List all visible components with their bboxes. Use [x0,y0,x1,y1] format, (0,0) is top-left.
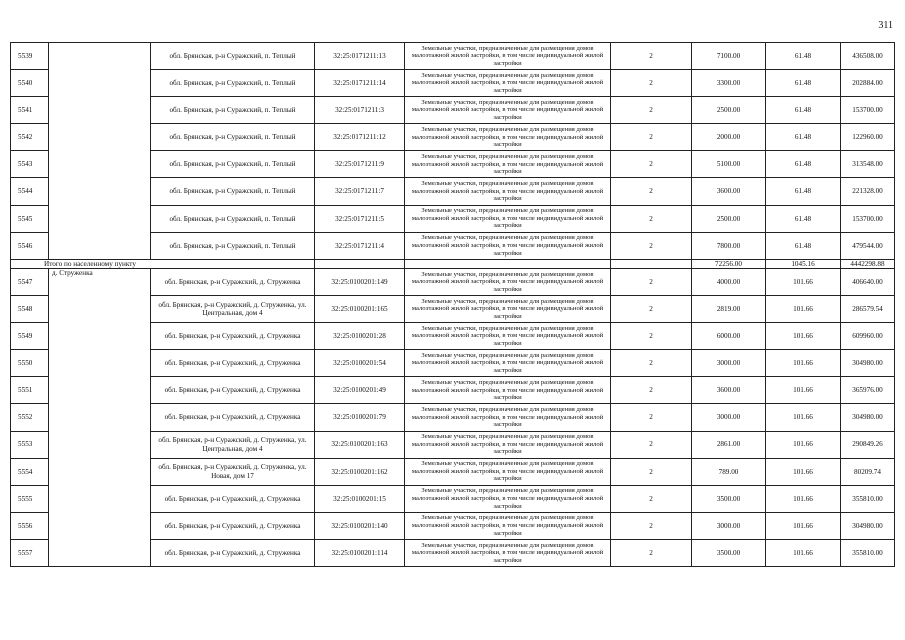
total-sum: 4442298.88 [841,259,895,268]
rate-cell: 101.66 [766,539,841,566]
group-cell: 2 [611,458,692,485]
group-cell: 2 [611,43,692,70]
rate-cell: 61.48 [766,205,841,232]
cadastral-number-cell: 32:25:0100201:140 [315,512,405,539]
land-use-cell: Земельные участки, предназначенные для размещения домов малоэтажной жилой застройки, в том числе индивидуальной жилой застройки [405,268,611,295]
address-cell: обл. Брянская, р-н Суражский, д. Струженка [151,512,315,539]
value-cell: 436508.00 [841,43,895,70]
address-cell: обл. Брянская, р-н Суражский, п. Теплый [151,232,315,259]
area-cell: 2861.00 [692,431,766,458]
rate-cell: 101.66 [766,512,841,539]
row-number: 5555 [11,485,49,512]
group-cell: 2 [611,97,692,124]
row-number: 5544 [11,178,49,205]
area-cell: 3000.00 [692,350,766,377]
area-cell: 3000.00 [692,404,766,431]
value-cell: 153700.00 [841,97,895,124]
land-use-cell: Земельные участки, предназначенные для размещения домов малоэтажной жилой застройки, в том числе индивидуальной жилой застройки [405,43,611,70]
value-cell: 479544.00 [841,232,895,259]
land-use-cell: Земельные участки, предназначенные для размещения домов малоэтажной жилой застройки, в том числе индивидуальной жилой застройки [405,70,611,97]
total-label: Итого по населенному пункту [11,259,315,268]
address-cell: обл. Брянская, р-н Суражский, д. Струженка [151,323,315,350]
land-use-cell: Земельные участки, предназначенные для размещения домов малоэтажной жилой застройки, в том числе индивидуальной жилой застройки [405,377,611,404]
table-total [11,259,895,268]
group-cell: 2 [611,512,692,539]
address-cell: обл. Брянская, р-н Суражский, д. Струженка [151,539,315,566]
land-use-cell: Земельные участки, предназначенные для размещения домов малоэтажной жилой застройки, в том числе индивидуальной жилой застройки [405,404,611,431]
value-cell: 609960.00 [841,323,895,350]
rate-cell: 61.48 [766,70,841,97]
land-plots-table [10,42,895,567]
land-use-cell: Земельные участки, предназначенные для размещения домов малоэтажной жилой застройки, в том числе индивидуальной жилой застройки [405,124,611,151]
cadastral-number-cell: 32:25:0171211:7 [315,178,405,205]
address-cell: обл. Брянская, р-н Суражский, п. Теплый [151,151,315,178]
rate-cell: 101.66 [766,268,841,295]
area-cell: 3600.00 [692,377,766,404]
rate-cell: 101.66 [766,377,841,404]
cadastral-number-cell: 32:25:0100201:162 [315,458,405,485]
rate-cell: 61.48 [766,124,841,151]
rate-cell: 101.66 [766,431,841,458]
land-use-cell: Земельные участки, предназначенные для размещения домов малоэтажной жилой застройки, в том числе индивидуальной жилой застройки [405,458,611,485]
land-use-cell: Земельные участки, предназначенные для размещения домов малоэтажной жилой застройки, в том числе индивидуальной жилой застройки [405,205,611,232]
settlement-cell: д. Струженка [49,268,151,566]
row-number: 5551 [11,377,49,404]
group-cell: 2 [611,323,692,350]
rate-cell: 61.48 [766,178,841,205]
cadastral-number-cell: 32:25:0100201:149 [315,268,405,295]
rate-cell: 101.66 [766,323,841,350]
land-use-cell: Земельные участки, предназначенные для размещения домов малоэтажной жилой застройки, в том числе индивидуальной жилой застройки [405,485,611,512]
area-cell: 789.00 [692,458,766,485]
settlement-cell [49,43,151,260]
address-cell: обл. Брянская, р-н Суражский, д. Струженка [151,404,315,431]
cadastral-number-cell: 32:25:0100201:28 [315,323,405,350]
area-cell: 3300.00 [692,70,766,97]
group-cell: 2 [611,539,692,566]
value-cell: 355810.00 [841,539,895,566]
rate-cell: 101.66 [766,350,841,377]
rate-cell: 101.66 [766,404,841,431]
land-use-cell: Земельные участки, предназначенные для размещения домов малоэтажной жилой застройки, в том числе индивидуальной жилой застройки [405,151,611,178]
row-number: 5548 [11,296,49,323]
area-cell: 7800.00 [692,232,766,259]
land-use-cell: Земельные участки, предназначенные для размещения домов малоэтажной жилой застройки, в том числе индивидуальной жилой застройки [405,178,611,205]
group-cell: 2 [611,70,692,97]
value-cell: 80209.74 [841,458,895,485]
area-cell: 5100.00 [692,151,766,178]
value-cell: 365976.00 [841,377,895,404]
cadastral-number-cell: 32:25:0100201:165 [315,296,405,323]
value-cell: 290849.26 [841,431,895,458]
land-use-cell: Земельные участки, предназначенные для размещения домов малоэтажной жилой застройки, в том числе индивидуальной жилой застройки [405,232,611,259]
group-cell: 2 [611,431,692,458]
value-cell: 221328.00 [841,178,895,205]
address-cell: обл. Брянская, р-н Суражский, д. Струженка, ул. Новая, дом 17 [151,458,315,485]
area-cell: 3500.00 [692,485,766,512]
area-cell: 4000.00 [692,268,766,295]
area-cell: 2500.00 [692,97,766,124]
group-cell: 2 [611,377,692,404]
table-row [11,268,895,295]
row-number: 5552 [11,404,49,431]
row-number: 5549 [11,323,49,350]
total-rate: 1045.16 [766,259,841,268]
cadastral-number-cell: 32:25:0171211:3 [315,97,405,124]
address-cell: обл. Брянская, р-н Суражский, д. Струженка, ул. Центральная, дом 4 [151,296,315,323]
land-use-cell: Земельные участки, предназначенные для размещения домов малоэтажной жилой застройки, в том числе индивидуальной жилой застройки [405,350,611,377]
table-body-group-a [11,43,895,260]
area-cell: 3500.00 [692,539,766,566]
cadastral-number-cell: 32:25:0100201:114 [315,539,405,566]
value-cell: 122960.00 [841,124,895,151]
area-cell: 2500.00 [692,205,766,232]
row-number: 5550 [11,350,49,377]
cadastral-number-cell: 32:25:0100201:54 [315,350,405,377]
group-cell: 2 [611,232,692,259]
value-cell: 202884.00 [841,70,895,97]
land-use-cell: Земельные участки, предназначенные для размещения домов малоэтажной жилой застройки, в том числе индивидуальной жилой застройки [405,97,611,124]
row-number: 5542 [11,124,49,151]
group-cell: 2 [611,151,692,178]
address-cell: обл. Брянская, р-н Суражский, д. Струженка [151,350,315,377]
table-row [11,43,895,70]
area-cell: 7100.00 [692,43,766,70]
address-cell: обл. Брянская, р-н Суражский, п. Теплый [151,124,315,151]
group-cell: 2 [611,124,692,151]
rate-cell: 101.66 [766,296,841,323]
group-cell: 2 [611,296,692,323]
cadastral-number-cell: 32:25:0100201:49 [315,377,405,404]
rate-cell: 101.66 [766,485,841,512]
address-cell: обл. Брянская, р-н Суражский, п. Теплый [151,205,315,232]
address-cell: обл. Брянская, р-н Суражский, п. Теплый [151,178,315,205]
land-use-cell: Земельные участки, предназначенные для размещения домов малоэтажной жилой застройки, в том числе индивидуальной жилой застройки [405,431,611,458]
group-cell: 2 [611,485,692,512]
land-use-cell: Земельные участки, предназначенные для размещения домов малоэтажной жилой застройки, в том числе индивидуальной жилой застройки [405,296,611,323]
row-number: 5557 [11,539,49,566]
total-area: 72256.00 [692,259,766,268]
value-cell: 406640.00 [841,268,895,295]
row-number: 5554 [11,458,49,485]
cadastral-number-cell: 32:25:0171211:9 [315,151,405,178]
area-cell: 3000.00 [692,512,766,539]
value-cell: 355810.00 [841,485,895,512]
area-cell: 2000.00 [692,124,766,151]
area-cell: 3600.00 [692,178,766,205]
cadastral-number-cell: 32:25:0171211:5 [315,205,405,232]
value-cell: 286579.54 [841,296,895,323]
address-cell: обл. Брянская, р-н Суражский, п. Теплый [151,43,315,70]
cadastral-number-cell: 32:25:0171211:13 [315,43,405,70]
rate-cell: 61.48 [766,43,841,70]
value-cell: 313548.00 [841,151,895,178]
row-number: 5541 [11,97,49,124]
area-cell: 6000.00 [692,323,766,350]
group-cell: 2 [611,268,692,295]
total-blank-cad [315,259,405,268]
row-number: 5545 [11,205,49,232]
address-cell: обл. Брянская, р-н Суражский, д. Струженка [151,377,315,404]
cadastral-number-cell: 32:25:0171211:12 [315,124,405,151]
group-cell: 2 [611,205,692,232]
rate-cell: 61.48 [766,151,841,178]
row-number: 5543 [11,151,49,178]
address-cell: обл. Брянская, р-н Суражский, д. Струженка, ул. Центральная, дом 4 [151,431,315,458]
land-use-cell: Земельные участки, предназначенные для размещения домов малоэтажной жилой застройки, в том числе индивидуальной жилой застройки [405,512,611,539]
address-cell: обл. Брянская, р-н Суражский, п. Теплый [151,97,315,124]
row-number: 5556 [11,512,49,539]
rate-cell: 101.66 [766,458,841,485]
group-cell: 2 [611,404,692,431]
group-cell: 2 [611,178,692,205]
value-cell: 304980.00 [841,512,895,539]
row-number: 5539 [11,43,49,70]
cadastral-number-cell: 32:25:0100201:79 [315,404,405,431]
total-blank-grp [611,259,692,268]
rate-cell: 61.48 [766,97,841,124]
cadastral-number-cell: 32:25:0171211:14 [315,70,405,97]
cadastral-number-cell: 32:25:0171211:4 [315,232,405,259]
land-use-cell: Земельные участки, предназначенные для размещения домов малоэтажной жилой застройки, в том числе индивидуальной жилой застройки [405,539,611,566]
area-cell: 2819.00 [692,296,766,323]
rate-cell: 61.48 [766,232,841,259]
land-use-cell: Земельные участки, предназначенные для размещения домов малоэтажной жилой застройки, в том числе индивидуальной жилой застройки [405,323,611,350]
row-number: 5547 [11,268,49,295]
page-number: 311 [878,20,893,31]
address-cell: обл. Брянская, р-н Суражский, д. Струженка [151,485,315,512]
address-cell: обл. Брянская, р-н Суражский, д. Струженка [151,268,315,295]
cadastral-number-cell: 32:25:0100201:163 [315,431,405,458]
cadastral-number-cell: 32:25:0100201:15 [315,485,405,512]
table-body-group-b [11,268,895,566]
row-number: 5546 [11,232,49,259]
value-cell: 304980.00 [841,350,895,377]
total-row [11,259,895,268]
value-cell: 153700.00 [841,205,895,232]
total-blank-use [405,259,611,268]
value-cell: 304980.00 [841,404,895,431]
address-cell: обл. Брянская, р-н Суражский, п. Теплый [151,70,315,97]
row-number: 5540 [11,70,49,97]
row-number: 5553 [11,431,49,458]
group-cell: 2 [611,350,692,377]
